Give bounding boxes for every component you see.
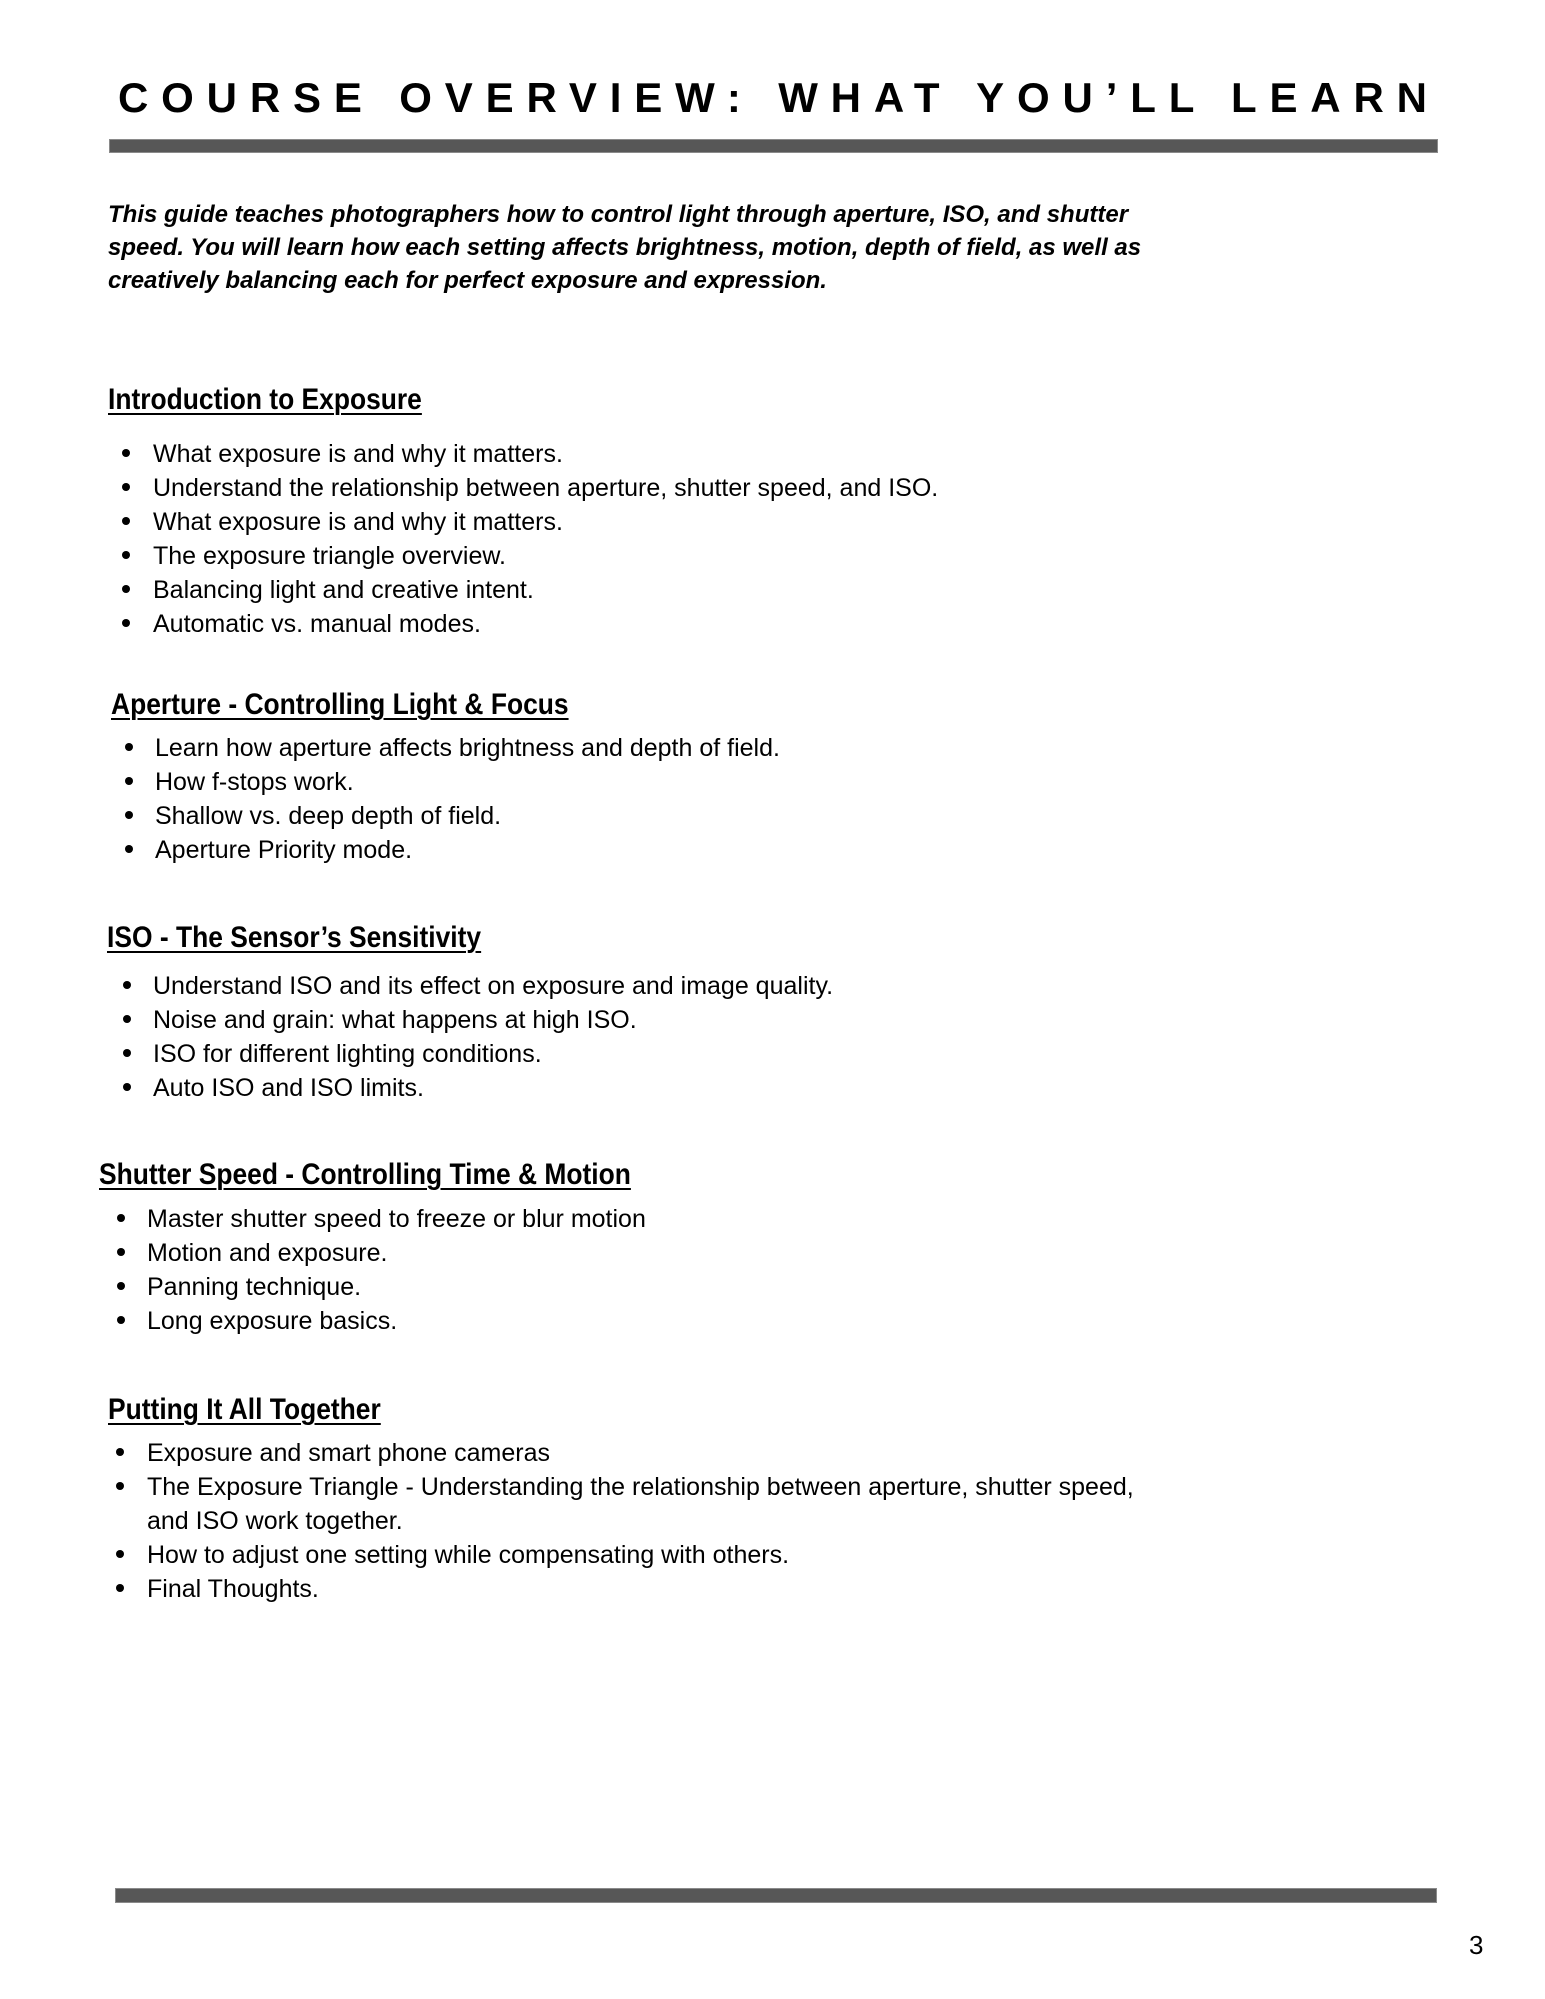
bullet-icon: [116, 1482, 124, 1490]
bullet-icon: [125, 845, 133, 853]
list-item: [125, 765, 1125, 799]
bullet-icon: [125, 811, 133, 819]
list-item-text: Auto ISO and ISO limits.: [153, 1074, 424, 1102]
bullet-icon: [123, 981, 131, 989]
section-list-iso: [123, 969, 1123, 1105]
list-item-text: Noise and grain: what happens at high ISO.: [153, 1006, 637, 1034]
section-list-shutter-speed: [117, 1202, 1117, 1338]
list-item: [116, 1538, 1146, 1572]
list-item: [117, 1304, 1117, 1338]
list-item: [117, 1202, 1117, 1236]
bullet-icon: [117, 1282, 125, 1290]
list-item: [122, 471, 1122, 505]
section-heading-aperture: Aperture - Controlling Light & Focus: [111, 688, 569, 721]
list-item-text: Learn how aperture affects brightness and depth of field.: [155, 734, 780, 762]
list-item-text: The Exposure Triangle - Understanding the relationship between aperture, shutter speed, and ISO work together.: [147, 1473, 1134, 1535]
intro-line: speed. You will learn how each setting affects brightness, motion, depth of field, as well as: [108, 234, 1142, 261]
list-item-text: How to adjust one setting while compensating with others.: [147, 1541, 790, 1569]
list-item: [117, 1236, 1117, 1270]
list-item: [122, 573, 1122, 607]
list-item: [116, 1470, 1146, 1538]
intro-line: This guide teaches photographers how to control light through aperture, ISO, and shutter: [108, 201, 1129, 228]
list-item-text: Long exposure basics.: [147, 1307, 398, 1335]
bullet-icon: [116, 1448, 124, 1456]
list-item: [116, 1572, 1146, 1606]
list-item-text: How f-stops work.: [155, 768, 354, 796]
list-item: [123, 1003, 1123, 1037]
list-item: [122, 505, 1122, 539]
bullet-icon: [123, 1015, 131, 1023]
list-item-text: Master shutter speed to freeze or blur motion: [147, 1205, 646, 1233]
list-item-text: Shallow vs. deep depth of field.: [155, 802, 502, 830]
list-item-text: Understand ISO and its effect on exposure and image quality.: [153, 972, 834, 1000]
list-item-text: Balancing light and creative intent.: [153, 576, 534, 604]
bullet-icon: [117, 1214, 125, 1222]
intro-line: creatively balancing each for perfect exposure and expression.: [108, 267, 827, 294]
bullet-icon: [122, 517, 130, 525]
bullet-icon: [122, 449, 130, 457]
list-item-text: Aperture Priority mode.: [155, 836, 413, 864]
page-title: COURSE OVERVIEW: WHAT YOU’LL LEARN: [118, 74, 1440, 121]
bullet-icon: [117, 1248, 125, 1256]
section-heading-shutter-speed: Shutter Speed - Controlling Time & Motion: [99, 1158, 631, 1191]
bullet-icon: [116, 1584, 124, 1592]
list-item-text: Understand the relationship between aperture, shutter speed, and ISO.: [153, 474, 939, 502]
list-item-text: Final Thoughts.: [147, 1575, 319, 1603]
list-item: [123, 1037, 1123, 1071]
bullet-icon: [122, 585, 130, 593]
list-item-text: What exposure is and why it matters.: [153, 440, 563, 468]
list-item-text: What exposure is and why it matters.: [153, 508, 563, 536]
section-list-putting-it-together: [116, 1436, 1146, 1606]
list-item: [117, 1270, 1117, 1304]
bullet-icon: [117, 1316, 125, 1324]
bottom-divider-bar: [115, 1888, 1437, 1903]
bullet-icon: [122, 619, 130, 627]
section-list-aperture: [125, 731, 1125, 867]
section-heading-introduction: Introduction to Exposure: [108, 383, 422, 416]
list-item: [122, 607, 1122, 641]
list-item: [125, 833, 1125, 867]
list-item-text: ISO for different lighting conditions.: [153, 1040, 542, 1068]
list-item: [122, 437, 1122, 471]
list-item: [123, 1071, 1123, 1105]
top-divider-bar: [109, 139, 1438, 153]
bullet-icon: [122, 483, 130, 491]
list-item: [116, 1436, 1146, 1470]
bullet-icon: [122, 551, 130, 559]
section-heading-iso: ISO - The Sensor’s Sensitivity: [107, 921, 482, 954]
intro-paragraph: [108, 198, 1141, 297]
bullet-icon: [125, 777, 133, 785]
page-number: 3: [1469, 1930, 1484, 1960]
list-item-text: Panning technique.: [147, 1273, 362, 1301]
section-list-introduction: [122, 437, 1122, 641]
list-item-text: The exposure triangle overview.: [153, 542, 506, 570]
list-item: [122, 539, 1122, 573]
list-item-text: Automatic vs. manual modes.: [153, 610, 481, 638]
bullet-icon: [123, 1049, 131, 1057]
list-item: [125, 799, 1125, 833]
list-item-text: Motion and exposure.: [147, 1239, 388, 1267]
list-item-text: Exposure and smart phone cameras: [147, 1439, 550, 1467]
list-item: [125, 731, 1125, 765]
list-item: [123, 969, 1123, 1003]
bullet-icon: [116, 1550, 124, 1558]
section-heading-putting-it-together: Putting It All Together: [108, 1393, 381, 1426]
bullet-icon: [123, 1083, 131, 1091]
bullet-icon: [125, 743, 133, 751]
